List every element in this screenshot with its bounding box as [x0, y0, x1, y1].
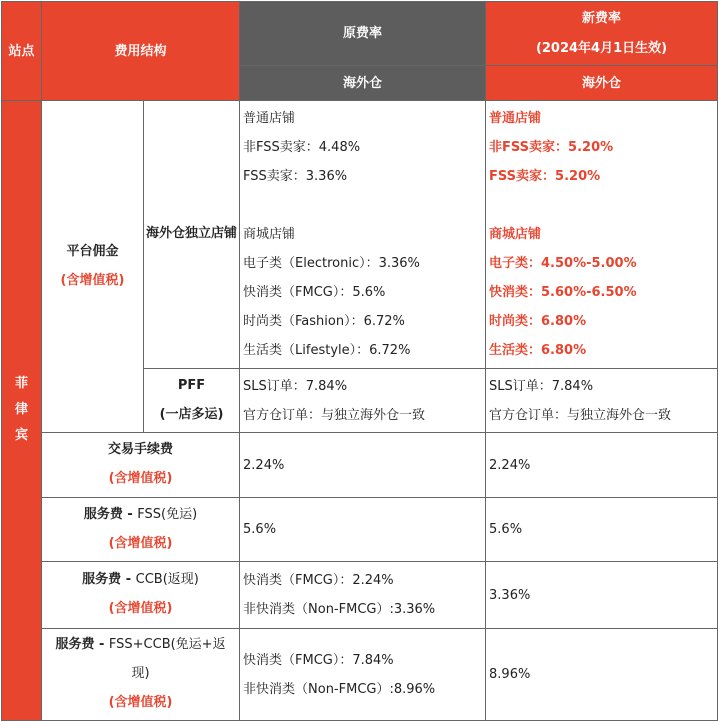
pff-original: SLS订单：7.84% 官方仓订单：与独立海外仓一致 [240, 369, 486, 433]
site-header: 站点 [2, 2, 42, 101]
platform-commission-label: 平台佣金 (含增值税) [42, 101, 144, 433]
fee-table [1, 1, 718, 721]
service-fss-original: 5.6% [240, 498, 486, 562]
service-fss-ccb-new: 8.96% [486, 629, 718, 721]
service-ccb-label: 服务费 - CCB(返现) (含增值税) [42, 562, 240, 629]
pff-new: SLS订单：7.84% 官方仓订单：与独立海外仓一致 [486, 369, 718, 433]
service-fss-ccb-label: 服务费 - FSS+CCB(免运+返 现) (含增值税) [42, 629, 240, 721]
transaction-fee-new: 2.24% [486, 433, 718, 498]
service-fss-label: 服务费 - FSS(免运) (含增值税) [42, 498, 240, 562]
service-fss-ccb-original: 快消类（FMCG）：7.84% 非快消类（Non-FMCG）:8.96% [240, 629, 486, 721]
transaction-fee-label: 交易手续费 (含增值税) [42, 433, 240, 498]
independent-store-label: 海外仓独立店铺 [144, 101, 240, 369]
site-name: 菲律宾 [2, 101, 42, 721]
service-ccb-new: 3.36% [486, 562, 718, 629]
original-rate-header: 原费率 [240, 2, 486, 66]
service-fss-new: 5.6% [486, 498, 718, 562]
pff-label: PFF (一店多运) [144, 369, 240, 433]
independent-store-new: 普通店铺 非FSS卖家：5.20% FSS卖家：5.20% 商城店铺 电子类：4.50%-5.00% 快消类：5.60%-6.50% 时尚类：6.80% 生活类：6.80% [486, 101, 718, 369]
independent-store-original: 普通店铺 非FSS卖家：4.48% FSS卖家：3.36% 商城店铺 电子类（Electronic）：3.36% 快消类（FMCG）：5.6% 时尚类（Fashion）：6.72% 生活类（Lifestyle）：6.72% [240, 101, 486, 369]
new-warehouse-header: 海外仓 [486, 66, 718, 101]
transaction-fee-original: 2.24% [240, 433, 486, 498]
fee-structure-header: 费用结构 [42, 2, 240, 101]
new-rate-header: 新费率 (2024年4月1日生效) [486, 2, 718, 66]
original-warehouse-header: 海外仓 [240, 66, 486, 101]
service-ccb-original: 快消类（FMCG）：2.24% 非快消类（Non-FMCG）:3.36% [240, 562, 486, 629]
